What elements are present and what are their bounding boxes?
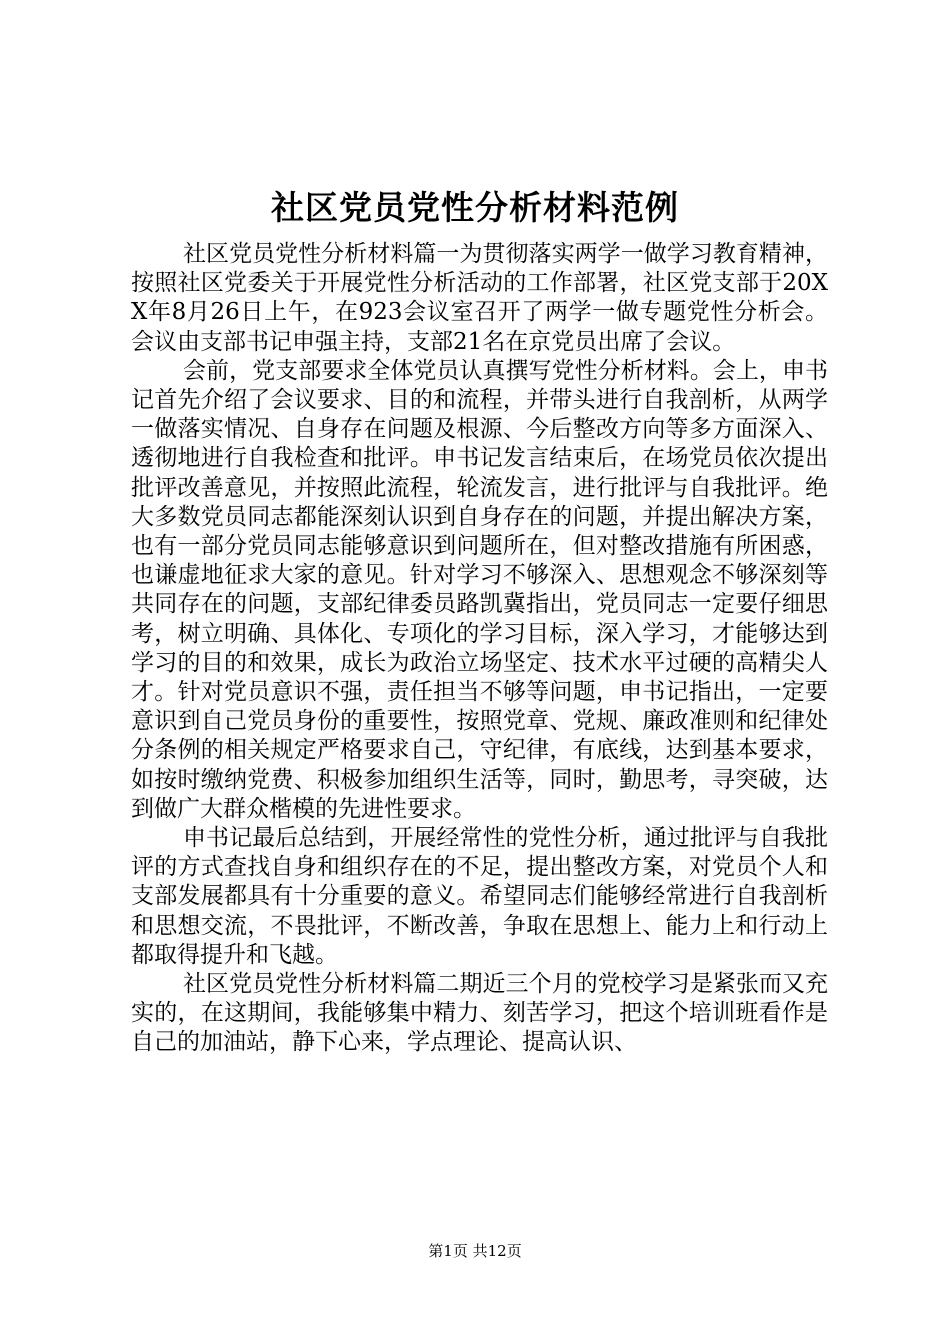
paragraph-4: 社区党员党性分析材料篇二期近三个月的党校学习是紧张而又充实的，在这期间，我能够集中精力、刻苦学习，把这个培训班看作是自己的加油站，静下心来，学点理论、提高认识、 <box>131 971 828 1056</box>
paragraph-2: 会前，党支部要求全体党员认真撰写党性分析材料。会上，申书记首先介绍了会议要求、目的和流程，并带头进行自我剖析，从两学一做落实情况、自身存在问题及根源、今后整改方向等多方面深入、透彻地进行自我检查和批评。申书记发言结束后，在场党员依次提出批评改善意见，并按照此流程，轮流发言，进行批评与自我批评。绝大多数党员同志都能深刻认识到自身存在的问题，并提出解决方案，也有一部分党员同志能够意识到问题所在，但对整改措施有所困惑，也谦虚地征求大家的意见。针对学习不够深入、思想观念不够深刻等共同存在的问题，支部纪律委员路凯冀指出，党员同志一定要仔细思考，树立明确、具体化、专项化的学习目标，深入学习，才能够达到学习的目的和效果，成长为政治立场坚定、技术水平过硬的高精尖人才。针对党员意识不强，责任担当不够等问题，申书记指出，一定要意识到自己党员身份的重要性，按照党章、党规、廉政准则和纪律处分条例的相关规定严格要求自己，守纪律，有底线，达到基本要求，如按时缴纳党费、积极参加组织生活等，同时，勤思考，寻突破，达到做广大群众楷模的先进性要求。 <box>131 357 828 822</box>
paragraph-1: 社区党员党性分析材料篇一为贯彻落实两学一做学习教育精神，按照社区党委关于开展党性分析活动的工作部署，社区党支部于20XX年8月26日上午，在923会议室召开了两学一做专题党性分析会。会议由支部书记申强主持，支部21名在京党员出席了会议。 <box>131 241 828 355</box>
document-body <box>131 240 828 1058</box>
paragraph-3: 申书记最后总结到，开展经常性的党性分析，通过批评与自我批评的方式查找自身和组织存在的不足，提出整改方案，对党员个人和支部发展都具有十分重要的意义。希望同志们能够经常进行自我剖析和思想交流，不畏批评，不断改善，争取在思想上、能力上和行动上都取得提升和飞越。 <box>131 825 828 968</box>
document-title: 社区党员党性分析材料范例 <box>271 188 679 227</box>
page-number-footer: 第1页 共12页 <box>428 1242 522 1260</box>
